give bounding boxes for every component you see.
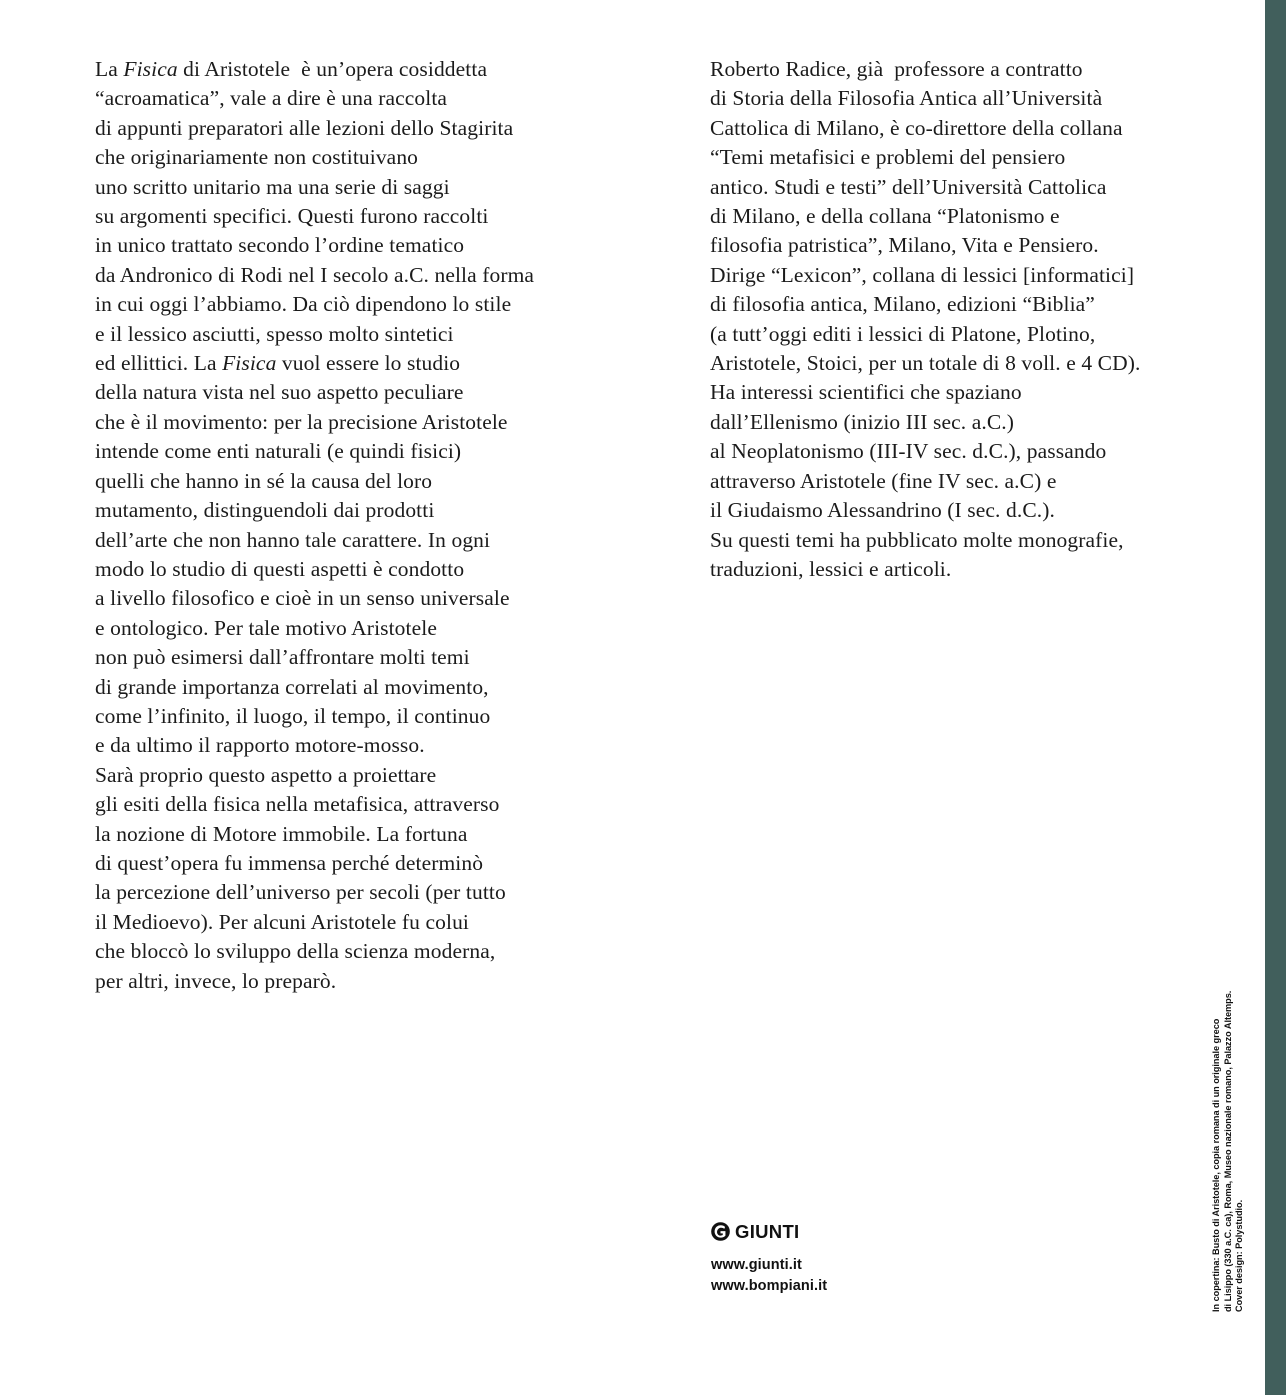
blurb-line: in unico trattato secondo l’ordine tematico [95, 233, 465, 258]
author-bio-line: traduzioni, lessici e articoli. [710, 556, 952, 581]
blurb-line: che bloccò lo sviluppo della scienza moderna, [95, 939, 496, 964]
blurb-line: di appunti preparatori alle lezioni dello Stagirita [95, 115, 514, 140]
blurb-line: quelli che hanno in sé la causa del loro [95, 468, 433, 493]
author-bio-line: di Milano, e della collana “Platonismo e [710, 204, 1060, 229]
blurb-line: mutamento, distinguendoli dai prodotti [95, 498, 435, 523]
author-bio-line: Su questi temi ha pubblicato molte monografie, [710, 527, 1124, 552]
author-bio-line: Roberto Radice, già professore a contratto [710, 57, 1083, 81]
blurb-line: come l’infinito, il luogo, il tempo, il continuo [95, 703, 491, 728]
blurb-line: della natura vista nel suo aspetto peculiare [95, 380, 464, 405]
blurb-line: su argomenti specifici. Questi furono raccolti [95, 204, 489, 229]
credit-line-cover-image-1: In copertina: Busto di Aristotele, copia romana di un originale greco [1211, 1018, 1221, 1312]
credit-line-cover-image-2: di Lisippo (330 a.C. ca), Roma, Museo nazionale romano, Palazzo Altemps. [1222, 990, 1233, 1312]
author-biography [710, 55, 1200, 584]
blurb-line: Sarà proprio questo aspetto a proiettare [95, 762, 437, 787]
blurb-line: da Andronico di Rodi nel I secolo a.C. nella forma [95, 262, 535, 287]
author-bio-line: filosofia patristica”, Milano, Vita e Pensiero. [710, 233, 1099, 258]
author-bio-line: di Storia della Filosofia Antica all’Università [710, 86, 1103, 111]
author-bio-line: dall’Ellenismo (inizio III sec. a.C.) [710, 409, 1015, 434]
author-bio-line: Cattolica di Milano, è co-direttore della collana [710, 115, 1123, 140]
publisher-block [711, 1219, 1011, 1296]
author-bio-line: di filosofia antica, Milano, edizioni “Biblia” [710, 292, 1095, 317]
author-bio-line: il Giudaismo Alessandrino (I sec. d.C.). [710, 498, 1055, 523]
blurb-line: la nozione di Motore immobile. La fortuna [95, 821, 468, 846]
blurb-line: il Medioevo). Per alcuni Aristotele fu colui [95, 909, 469, 934]
giunti-g-mark-icon [711, 1222, 730, 1241]
blurb-line: in cui oggi l’abbiamo. Da ciò dipendono lo stile [95, 292, 512, 317]
author-bio-line: Aristotele, Stoici, per un totale di 8 voll. e 4 CD). [710, 351, 1141, 376]
blurb-line: e il lessico asciutti, spesso molto sintetici [95, 321, 454, 346]
right-edge-color-bar [1265, 0, 1286, 1395]
blurb-line: dell’arte che non hanno tale carattere. In ogni [95, 527, 491, 552]
work-title-italic: Fisica [123, 57, 178, 81]
author-bio-line: attraverso Aristotele (fine IV sec. a.C) e [710, 468, 1057, 493]
credit-line-cover-design: Cover design: Polystudio. [1234, 1199, 1245, 1312]
blurb-line: di grande importanza correlati al movimento, [95, 674, 489, 699]
blurb-line: modo lo studio di questi aspetti è condotto [95, 556, 465, 581]
blurb-line: e ontologico. Per tale motivo Aristotele [95, 615, 437, 640]
author-bio-line: Ha interessi scientifici che spaziano [710, 380, 1022, 405]
blurb-line: e da ultimo il rapporto motore-mosso. [95, 733, 425, 758]
book-blurb [95, 55, 595, 996]
giunti-wordmark: GIUNTI [735, 1220, 800, 1242]
blurb-line: intende come enti naturali (e quindi fisici) [95, 439, 462, 464]
blurb-line: che è il movimento: per la precisione Aristotele [95, 409, 508, 434]
author-bio-line: antico. Studi e testi” dell’Università Cattolica [710, 174, 1107, 199]
work-title-italic: Fisica [222, 351, 277, 376]
blurb-line: La Fisica di Aristotele è un’opera cosiddetta [95, 57, 488, 81]
author-bio-line: “Temi metafisici e problemi del pensiero [710, 145, 1066, 170]
blurb-line: che originariamente non costituivano [95, 145, 419, 170]
blurb-line: “acroamatica”, vale a dire è una raccolta [95, 86, 448, 111]
blurb-line: di quest’opera fu immensa perché determinò [95, 850, 484, 875]
website-giunti[interactable]: www.giunti.it [711, 1257, 802, 1273]
author-bio-line: (a tutt’oggi editi i lessici di Platone, Plotino, [710, 321, 1096, 346]
blurb-line: la percezione dell’universo per secoli (per tutto [95, 880, 506, 905]
author-bio-line: Dirige “Lexicon”, collana di lessici [informatici] [710, 262, 1135, 287]
blurb-line: a livello filosofico e cioè in un senso universale [95, 586, 510, 611]
website-bompiani[interactable]: www.bompiani.it [711, 1277, 828, 1294]
author-bio-line: al Neoplatonismo (III-IV sec. d.C.), passando [710, 439, 1107, 464]
blurb-line: non può esimersi dall’affrontare molti temi [95, 645, 470, 670]
giunti-logo [711, 1219, 1011, 1243]
blurb-line: ed ellittici. La Fisica vuol essere lo studio [95, 351, 461, 376]
blurb-line: per altri, invece, lo preparò. [95, 968, 337, 993]
publisher-websites [711, 1255, 1011, 1296]
blurb-line: gli esiti della fisica nella metafisica, attraverso [95, 792, 500, 817]
blurb-line: uno scritto unitario ma una serie di saggi [95, 174, 450, 199]
